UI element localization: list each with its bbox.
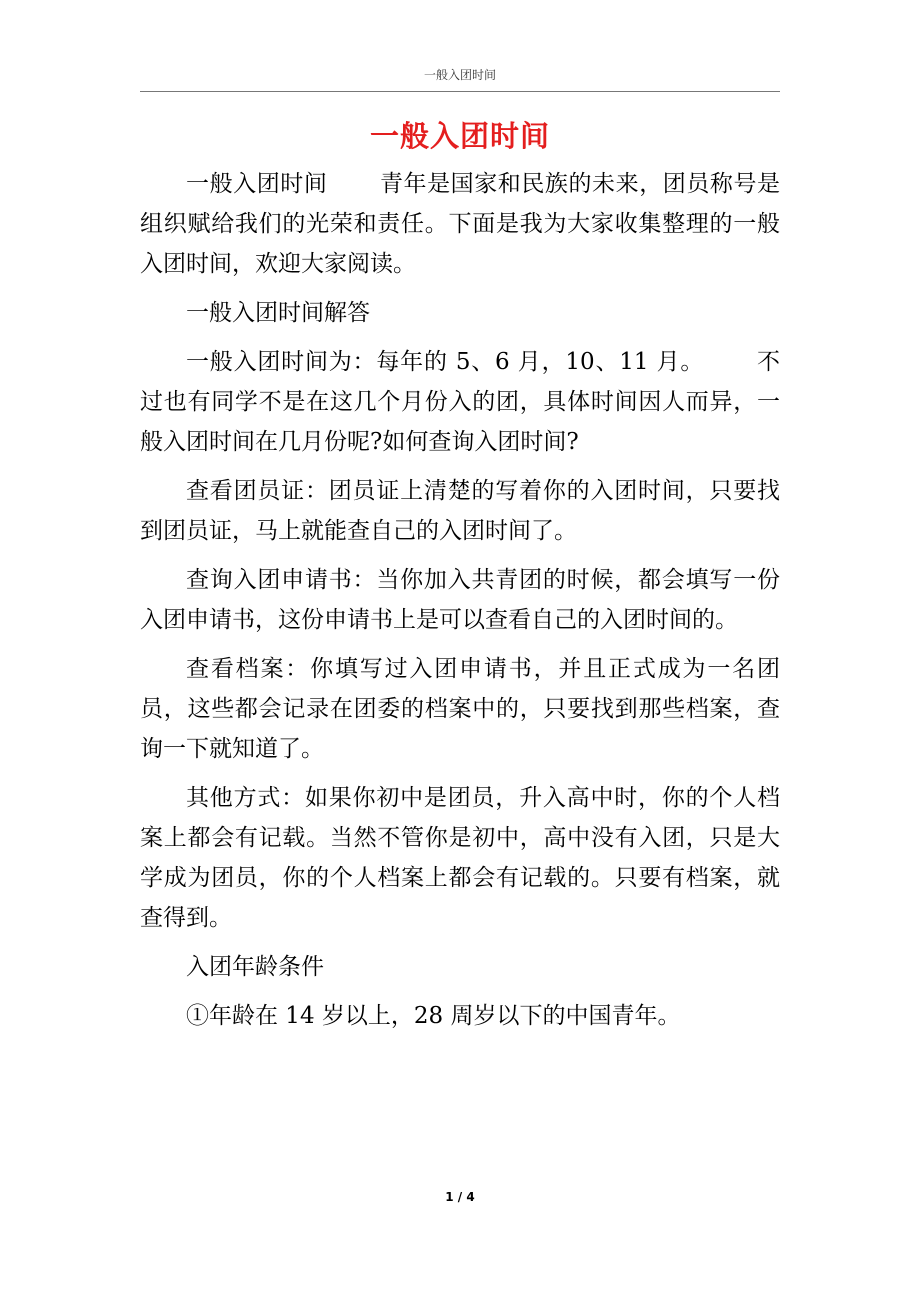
- paragraph-archives: 查看档案：你填写过入团申请书，并且正式成为一名团员，这些都会记录在团委的档案中的，只要找到那些档案，查询一下就知道了。: [140, 656, 780, 762]
- age-item-1: ①年龄在 14 岁以上，28 周岁以下的中国青年。: [186, 1003, 681, 1029]
- page-indicator: 1 / 4: [445, 1190, 475, 1204]
- answer-lead: 一般入团时间为：每年的 5、6 月，10、11 月。: [186, 349, 705, 375]
- answer-text: 不过也有同学不是在这几个月份入的团，具体时间因人而异，一般入团时间在几月份呢?如何查询入团时间?: [140, 349, 781, 455]
- document-title: 一般入团时间: [369, 119, 550, 153]
- paragraph-other-ways: 其他方式：如果你初中是团员，升入高中时，你的个人档案上都会有记载。当然不管你是初中，高中没有入团，只是大学成为团员，你的个人档案上都会有记载的。只要有档案，就查得到。: [140, 785, 780, 931]
- paragraph-member-card: 查看团员证：团员证上清楚的写着你的入团时间，只要找到团员证，马上就能查自己的入团时间了。: [140, 478, 780, 544]
- answer-heading: 一般入团时间解答: [186, 300, 370, 326]
- document-body: [140, 164, 780, 1045]
- header-divider: [140, 91, 780, 92]
- intro-paragraph: [140, 164, 780, 284]
- intro-text: 青年是国家和民族的未来，团员称号是组织赋给我们的光荣和责任。下面是我为大家收集整理的一般入团时间，欢迎大家阅读。: [140, 171, 781, 277]
- paragraph-application: 查询入团申请书：当你加入共青团的时候，都会填写一份入团申请书，这份申请书上是可以查看自己的入团时间的。: [140, 567, 780, 633]
- running-header-title: 一般入团时间: [423, 68, 496, 82]
- intro-lead: 一般入团时间: [186, 171, 328, 197]
- age-heading: 入团年龄条件: [186, 954, 324, 980]
- answer-paragraph: [140, 342, 780, 462]
